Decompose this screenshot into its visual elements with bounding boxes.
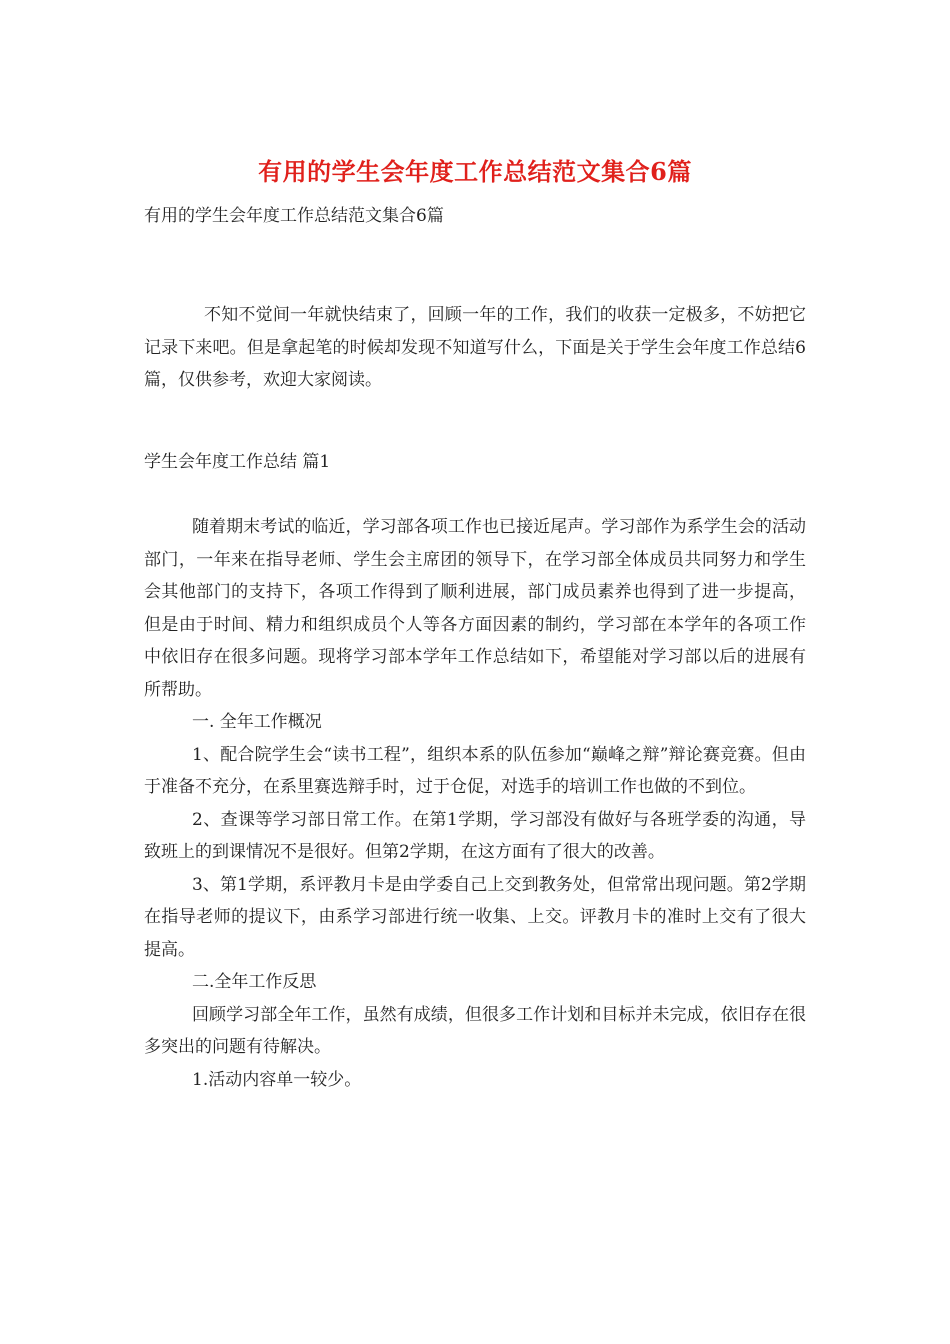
document-title: 有用的学生会年度工作总结范文集合6篇 — [258, 157, 692, 186]
paragraph: 1、配合院学生会“读书工程”，组织本系的队伍参加“巅峰之辩”辩论赛竞赛。但由于准备不充分，在系里赛选辩手时，过于仓促，对选手的培训工作也做的不到位。 — [144, 744, 806, 797]
document-subtitle: 有用的学生会年度工作总结范文集合6篇 — [144, 206, 444, 226]
section-heading: 学生会年度工作总结 篇1 — [144, 452, 331, 472]
paragraph: 3、第1学期，系评教月卡是由学委自己上交到教务处，但常常出现问题。第2学期在指导老师的提议下，由系学习部进行统一收集、上交。评教月卡的准时上交有了很大提高。 — [144, 874, 806, 960]
intro-paragraph: 不知不觉间一年就快结束了，回顾一年的工作，我们的收获一定极多，不妨把它记录下来吧。但是拿起笔的时候却发现不知道写什么，下面是关于学生会年度工作总结6篇，仅供参考，欢迎大家阅读。 — [144, 305, 806, 390]
paragraph: 2、查课等学习部日常工作。在第1学期，学习部没有做好与各班学委的沟通，导致班上的到课情况不是很好。但第2学期，在这方面有了很大的改善。 — [144, 809, 806, 862]
subheading-reflection: 二.全年工作反思 — [192, 972, 317, 992]
main-content — [144, 511, 806, 1096]
paragraph: 回顾学习部全年工作，虽然有成绩，但很多工作计划和目标并未完成，依旧存在很多突出的问题有待解决。 — [144, 1004, 806, 1057]
subheading-overview: 一. 全年工作概况 — [192, 712, 322, 732]
paragraph: 随着期末考试的临近，学习部各项工作也已接近尾声。学习部作为系学生会的活动部门，一年来在指导老师、学生会主席团的领导下，在学习部全体成员共同努力和学生会其他部门的支持下，各项工作得到了顺利进展，部门成员素养也得到了进一步提高，但是由于时间、精力和组织成员个人等各方面因素的制约，学习部在本学年的各项工作中依旧存在很多问题。现将学习部本学年工作总结如下，希望能对学习部以后的进展有所帮助。 — [144, 517, 806, 700]
list-item: 1.活动内容单一较少。 — [192, 1069, 362, 1090]
